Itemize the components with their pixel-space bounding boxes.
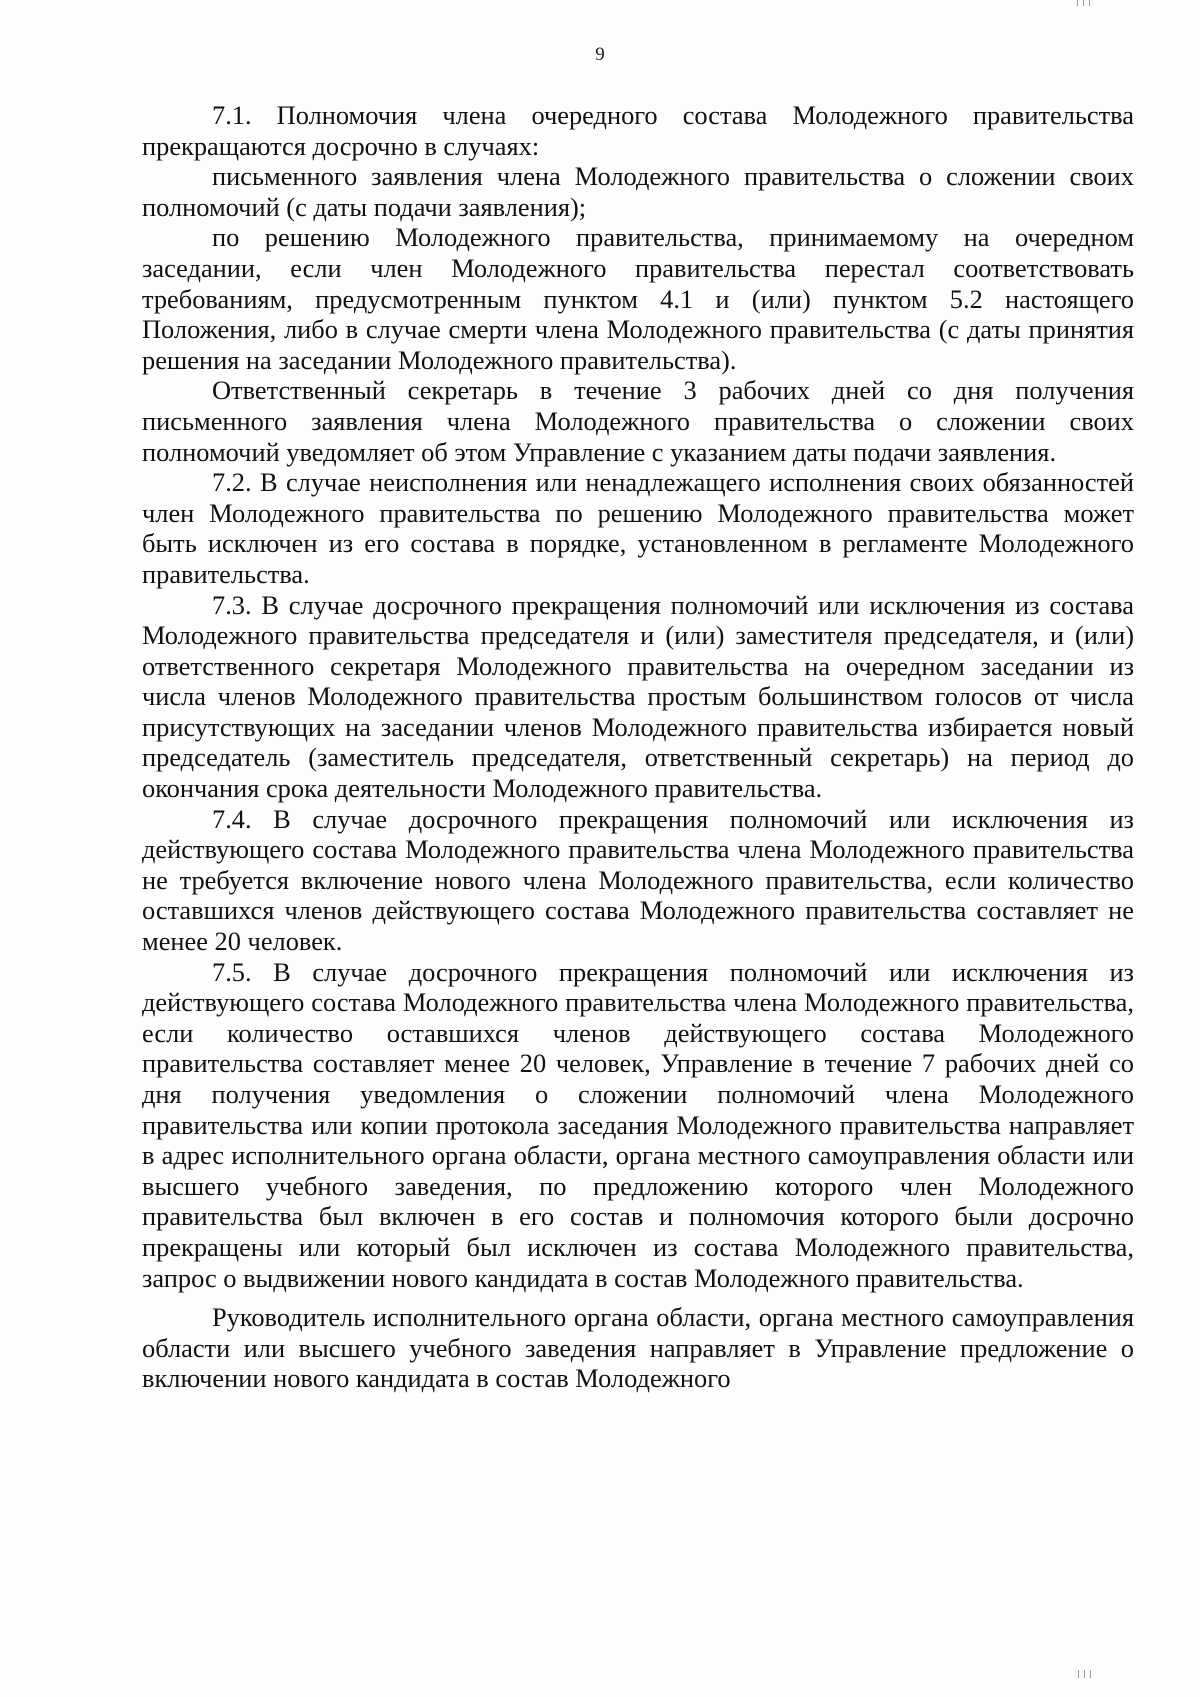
scan-artifact-mark (1078, 1670, 1079, 1678)
paragraph-7-2: 7.2. В случае неисполнения или ненадлежащего исполнения своих обязанностей член Молодежного правительства по решению Молодежного правительства может быть исключен из его состава в порядке, установленном в регламенте Молодежного правительства. (142, 467, 1134, 589)
paragraph-7-1-case-statement: письменного заявления члена Молодежного правительства о сложении своих полномочий (с даты подачи заявления); (142, 161, 1134, 222)
scan-artifact-mark (1084, 1670, 1085, 1678)
paragraph-7-5: 7.5. В случае досрочного прекращения полномочий или исключения из действующего состава Молодежного правительства члена Молодежного правительства, если количество оставшихся членов действующего состава Молодежного правительства составляет менее 20 человек, Управление в течение 7 рабочих дней со дня получения уведомления о сложении полномочий члена Молодежного правительства или копии протокола заседания Молодежного правительства направляет в адрес исполнительного органа области, органа местного самоуправления области или высшего учебного заведения, по предложению которого член Молодежного правительства был включен в его состав и полномочия которого были досрочно прекращены или который был исключен из состава Молодежного правительства, запрос о выдвижении нового кандидата в состав Молодежного правительства. (142, 956, 1134, 1293)
paragraph-7-3: 7.3. В случае досрочного прекращения полномочий или исключения из состава Молодежного правительства председателя и (или) заместителя председателя, и (или) ответственного секретаря Молодежного правительства на очередном заседании из числа членов Молодежного правительства простым большинством голосов от числа присутствующих на заседании членов Молодежного правительства избирается новый председатель (заместитель председателя, ответственный секретарь) на период до окончания срока деятельности Молодежного правительства. (142, 589, 1134, 804)
document-body (142, 100, 1134, 1394)
paragraph-7-4: 7.4. В случае досрочного прекращения полномочий или исключения из действующего состава Молодежного правительства члена Молодежного правительства не требуется включение нового члена Молодежного правительства, если количество оставшихся членов действующего состава Молодежного правительства составляет не менее 20 человек. (142, 803, 1134, 957)
paragraph-secretary-notice: Ответственный секретарь в течение 3 рабочих дней со дня получения письменного заявления члена Молодежного правительства о сложении своих полномочий уведомляет об этом Управление с указанием даты подачи заявления. (142, 375, 1134, 467)
scan-artifact-mark (1090, 1670, 1091, 1678)
paragraph-7-1-case-decision: по решению Молодежного правительства, принимаемому на очередном заседании, если член Молодежного правительства перестал соответствовать требованиям, предусмотренным пунктом 4.1 и (или) пунктом 5.2 настоящего Положения, либо в случае смерти члена Молодежного правительства (с даты принятия решения на заседании Молодежного правительства). (142, 222, 1134, 375)
scan-artifact-mark (1089, 0, 1090, 6)
page-number: 9 (595, 44, 605, 65)
scan-artifact-mark (1077, 0, 1078, 6)
scan-artifact-mark (1083, 0, 1084, 6)
paragraph-7-1: 7.1. Полномочия члена очередного состава Молодежного правительства прекращаются досрочно в случаях: (142, 100, 1134, 161)
paragraph-head-proposal: Руководитель исполнительного органа области, органа местного самоуправления области или высшего учебного заведения направляет в Управление предложение о включении нового кандидата в состав Молодежного (142, 1302, 1134, 1394)
